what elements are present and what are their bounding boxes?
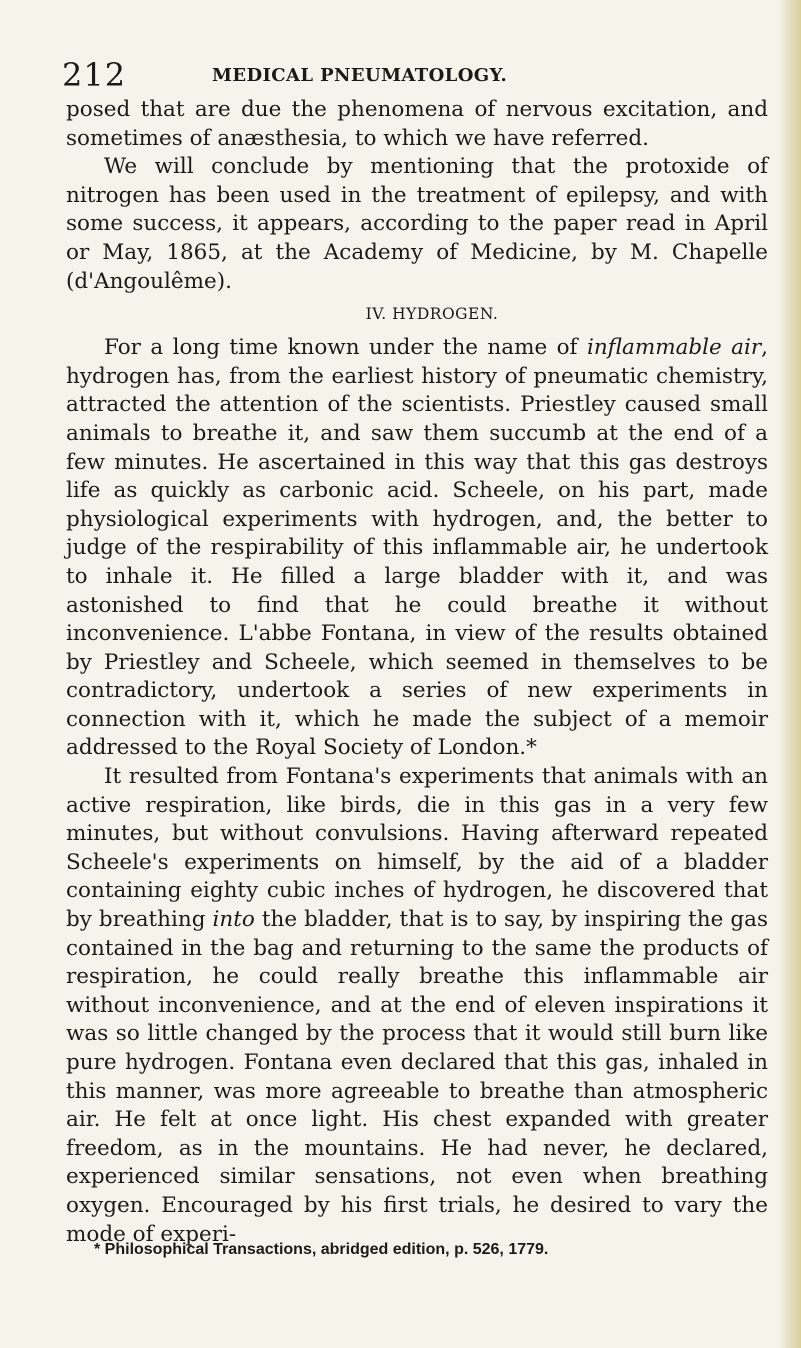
paragraph-4-italic: into [212,907,255,933]
paragraph-2: We will conclude by mentioning that the protoxide of nitrogen has been used in the treatment of epilepsy, and with some success, it appears, according to the paper read in April or May, 1865, at the Academy of Medicine, by M. Chapelle (d'Angoulême). [66,154,768,294]
footnote: * Philosophical Transactions, abridged edition, p. 526, 1779. [94,1241,549,1258]
page-edge [779,0,801,1348]
paragraph-3-text-a: For a long time known under the name of [104,335,587,361]
paragraph-4-text-b: the bladder, that is to say, by inspiring the gas contained in the bag and returning to the same the products of respiration, he could really breathe this inflammable air without inconvenience, and at the end of eleven inspirations it was so little changed by the process that it would still burn like pure hydrogen. Fontana even declared that this gas, inhaled in this manner, was more agreeable to breathe than atmospheric air. He felt at once light. His chest expanded with greater freedom, as in the mountains. He had never, he declared, experienced similar sensations, not even when breathing oxygen. Encouraged by his first trials, he desired to vary the mode of experi- [66,907,768,1247]
page-header [62,58,768,92]
paragraph-3-text-b: , hydrogen has, from the earliest history of pneumatic chemistry, attracted the attention of the scientists. Priestley caused small animals to breathe it, and saw them succumb at the end of a few minutes. He ascertained in this way that this gas destroys life as quickly as carbonic acid. Scheele, on his part, made physiological experiments with hydrogen, and, the better to judge of the respirability of this inflammable air, he undertook to inhale it. He filled a large bladder with it, and was astonished to find that he could breathe it without inconvenience. L'abbe Fontana, in view of the results obtained by Priestley and Scheele, which seemed in themselves to be contradictory, undertook a series of new experiments in connection with it, which he made the subject of a memoir addressed to the Royal Society of London.* [66,335,768,761]
paragraph-3-italic: inflammable air [586,335,762,361]
running-title: MEDICAL PNEUMATOLOGY. [212,65,508,86]
page-number: 212 [62,56,127,94]
section-heading: IV. HYDROGEN. [365,305,499,324]
paragraph-4 [66,763,768,1249]
body-text [66,96,768,1249]
paragraph-1: posed that are due the phenomena of nervous excitation, and sometimes of anæsthesia, to which we have referred. [66,97,768,151]
paragraph-3 [66,334,768,763]
paragraph-4-text-a: It resulted from Fontana's experiments that animals with an active respiration, like birds, die in this gas in a very few minutes, but without convulsions. Having afterward repeated Scheele's experiments on himself, by the aid of a bladder containing eighty cubic inches of hydrogen, he discovered that by breathing [66,764,768,933]
